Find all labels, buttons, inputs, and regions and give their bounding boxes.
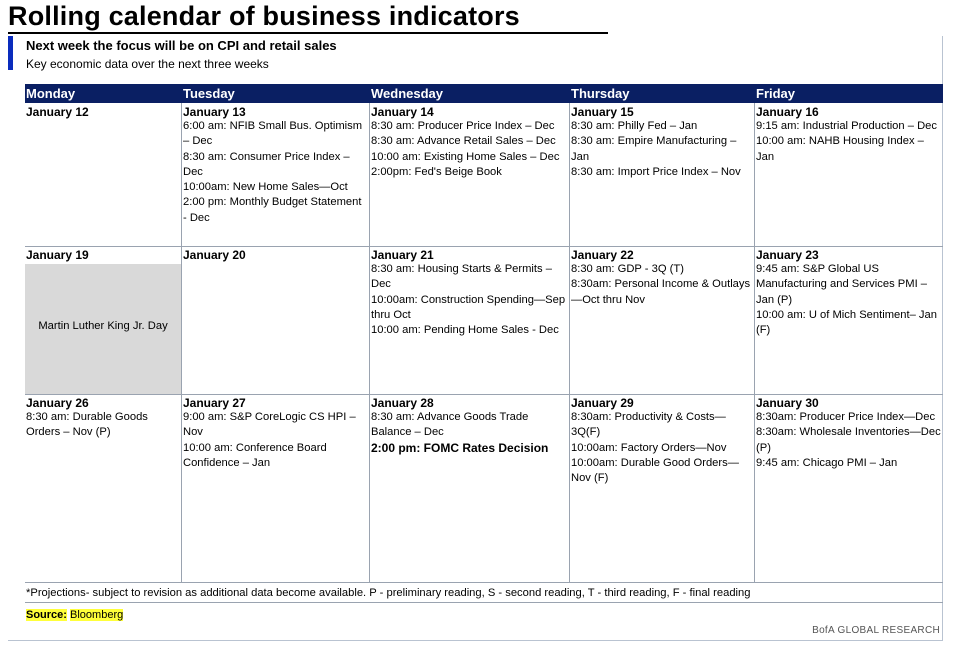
cell-date: January 28	[371, 396, 434, 410]
event-item: 2:00pm: Fed's Beige Book	[371, 165, 502, 178]
cell-date: January 26	[26, 396, 89, 410]
event-item: 8:30 am: Producer Price Index – Dec	[371, 120, 555, 132]
cell-date: January 12	[26, 105, 89, 119]
cell-date: January 19	[26, 248, 89, 262]
calendar-cell	[571, 248, 753, 393]
event-item: 8:30 am: Philly Fed – Jan	[571, 120, 698, 132]
calendar-cell	[371, 105, 568, 245]
source-label: Source:	[26, 609, 67, 621]
source-line	[26, 609, 123, 621]
grid-line	[25, 394, 943, 395]
holiday-label: Martin Luther King Jr. Day	[38, 320, 168, 332]
grid-line	[569, 103, 570, 582]
event-item: 8:30 am: Advance Goods Trade Balance – Dec	[371, 411, 529, 439]
calendar-cell	[756, 248, 942, 393]
cell-date: January 27	[183, 396, 246, 410]
cell-date: January 29	[571, 396, 634, 410]
footnote-rule	[25, 602, 943, 603]
event-item: 8:30am: Wholesale Inventories—Dec (P)	[756, 426, 941, 454]
event-item: 8:30am: Producer Price Index—Dec	[756, 411, 936, 423]
grid-line	[369, 103, 370, 582]
calendar-cell	[183, 396, 368, 581]
event-item: 8:30am: Productivity & Costs—3Q(F)	[571, 411, 726, 439]
grid-line	[181, 103, 182, 582]
event-item-fomc: 2:00 pm: FOMC Rates Decision	[371, 440, 549, 455]
source-value: Bloomberg	[70, 609, 124, 621]
calendar-cell	[371, 248, 568, 393]
calendar-cell	[26, 396, 180, 581]
calendar-cell	[756, 396, 942, 581]
footnote-rule	[25, 582, 943, 583]
event-item: 10:00am: New Home Sales—Oct	[183, 181, 348, 194]
footnote: *Projections- subject to revision as additional data become available. P - preliminary reading, S - second reading, T - third reading, F - final reading	[26, 587, 751, 599]
calendar-cell	[371, 396, 568, 581]
event-item: 10:00 am: Conference Board Confidence – Jan	[183, 441, 327, 469]
event-item: 9:15 am: Industrial Production – Dec	[756, 120, 937, 132]
calendar-cell	[26, 105, 180, 245]
cell-date: January 15	[571, 105, 634, 119]
grid-line	[25, 246, 943, 247]
calendar-cell	[571, 105, 753, 245]
title-rule	[8, 32, 608, 34]
event-item: 10:00am: Durable Good Orders—Nov (F)	[571, 456, 739, 485]
calendar-cell	[571, 396, 753, 581]
grid-line	[754, 103, 755, 582]
cell-date: January 16	[756, 105, 819, 119]
holiday-cell	[25, 264, 181, 394]
event-item: 8:30 am: Advance Retail Sales – Dec	[371, 135, 556, 148]
calendar-cell	[756, 105, 942, 245]
calendar-cell	[183, 105, 368, 245]
brand-label: BofA GLOBAL RESEARCH	[812, 625, 940, 636]
event-item: 8:30 am: Consumer Price Index – Dec	[183, 150, 350, 178]
event-item: 9:00 am: S&P CoreLogic CS HPI – Nov	[183, 411, 356, 439]
cell-date: January 20	[183, 248, 246, 262]
event-item: 10:00 am: U of Mich Sentiment– Jan (F)	[756, 308, 937, 337]
event-item: 10:00 am: NAHB Housing Index – Jan	[756, 135, 924, 163]
header-thursday: Thursday	[571, 86, 630, 101]
event-item: 8:30 am: GDP - 3Q (T)	[571, 263, 684, 275]
event-item: 6:00 am: NFIB Small Bus. Optimism – Dec	[183, 120, 363, 148]
calendar-header-row	[25, 84, 943, 103]
header-tuesday: Tuesday	[183, 86, 235, 101]
event-item: 8:30 am: Housing Starts & Permits – Dec	[371, 263, 552, 291]
cell-date: January 14	[371, 105, 434, 119]
event-item: 10:00am: Construction Spending—Sep thru Oct	[371, 293, 566, 321]
event-item: 8:30am: Personal Income & Outlays—Oct thru Nov	[571, 278, 751, 306]
header-friday: Friday	[756, 86, 796, 101]
event-item: 8:30 am: Durable Goods Orders – Nov (P)	[26, 411, 148, 439]
event-item: 9:45 am: Chicago PMI – Jan	[756, 456, 898, 469]
event-item: 2:00 pm: Monthly Budget Statement - Dec	[183, 196, 362, 224]
event-item: 8:30 am: Import Price Index – Nov	[571, 165, 741, 178]
header-monday: Monday	[26, 86, 76, 101]
event-item: 10:00am: Factory Orders—Nov	[571, 441, 727, 454]
header-wednesday: Wednesday	[371, 86, 444, 101]
event-item: 8:30 am: Empire Manufacturing – Jan	[571, 135, 737, 163]
event-item: 10:00 am: Pending Home Sales - Dec	[371, 324, 559, 337]
calendar-cell	[26, 248, 180, 264]
subsubtitle: Key economic data over the next three weeks	[26, 57, 269, 71]
cell-date: January 23	[756, 248, 819, 262]
subtitle: Next week the focus will be on CPI and retail sales	[26, 38, 337, 53]
calendar-cell	[183, 248, 368, 393]
cell-date: January 30	[756, 396, 819, 410]
cell-date: January 13	[183, 105, 246, 119]
event-item: 9:45 am: S&P Global US Manufacturing and Services PMI – Jan (P)	[756, 263, 928, 306]
page-title: Rolling calendar of business indicators	[8, 1, 520, 31]
cell-date: January 22	[571, 248, 634, 262]
accent-bar	[8, 36, 13, 70]
cell-date: January 21	[371, 248, 434, 262]
event-item: 10:00 am: Existing Home Sales – Dec	[371, 150, 560, 163]
